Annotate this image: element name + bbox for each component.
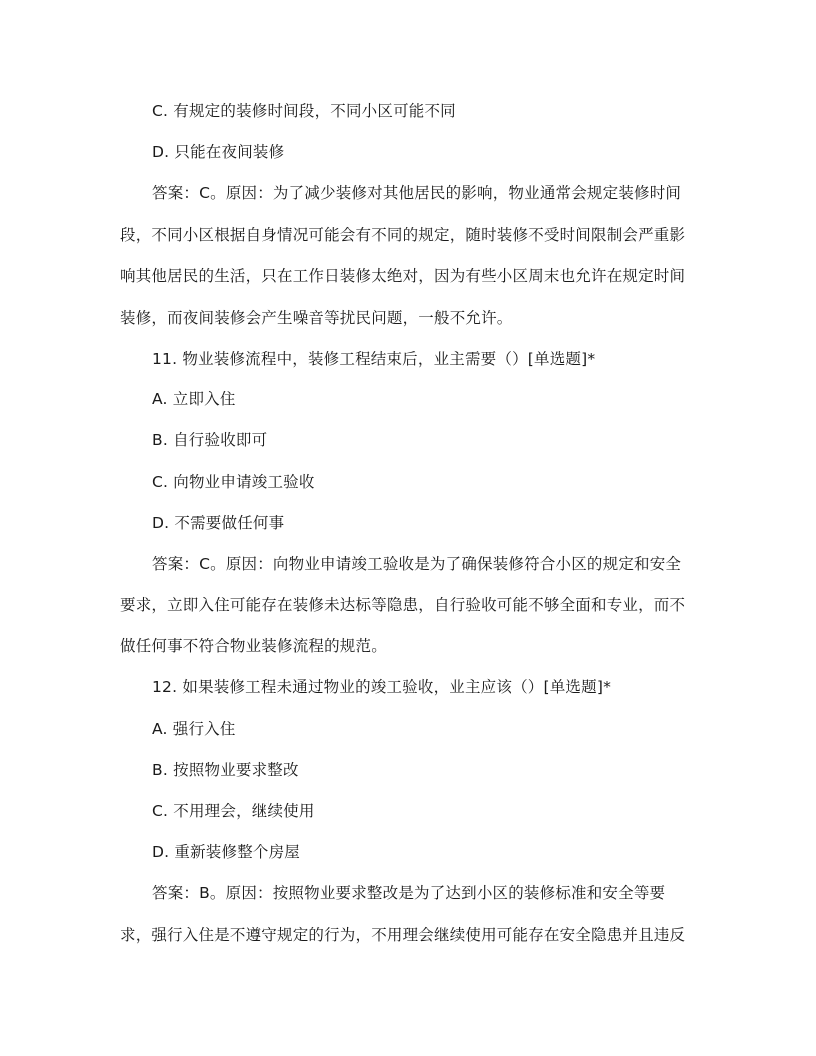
option-text: A. 立即入住	[152, 390, 236, 408]
option-text: C. 有规定的装修时间段，不同小区可能不同	[152, 102, 456, 120]
option-text: D. 不需要做任何事	[152, 514, 285, 532]
option-text: B. 自行验收即可	[152, 431, 268, 449]
option-text: D. 只能在夜间装修	[152, 143, 285, 161]
option-text: D. 重新装修整个房屋	[152, 843, 300, 861]
answer-paragraph-line: 做任何事不符合物业装修流程的规范。	[120, 637, 387, 655]
question-title: 11. 物业装修流程中，装修工程结束后，业主需要（）[单选题]*	[152, 350, 596, 368]
question-title: 12. 如果装修工程未通过物业的竣工验收，业主应该（）[单选题]*	[152, 678, 612, 696]
answer-paragraph-line: 响其他居民的生活，只在工作日装修太绝对，因为有些小区周末也允许在规定时间	[120, 267, 686, 285]
answer-paragraph-line: 求，强行入住是不遵守规定的行为，不用理会继续使用可能存在安全隐患并且违反	[120, 926, 686, 944]
answer-paragraph-line: 答案：C。原因：为了减少装修对其他居民的影响，物业通常会规定装修时间	[152, 184, 682, 202]
option-text: C. 不用理会，继续使用	[152, 802, 315, 820]
answer-paragraph-line: 答案：B。原因：按照物业要求整改是为了达到小区的装修标准和安全等要	[152, 884, 666, 902]
answer-paragraph-line: 答案：C。原因：向物业申请竣工验收是为了确保装修符合小区的规定和安全	[152, 555, 682, 573]
option-text: A. 强行入住	[152, 720, 236, 738]
answer-paragraph-line: 装修，而夜间装修会产生噪音等扰民问题，一般不允许。	[120, 309, 513, 327]
answer-paragraph-line: 要求，立即入住可能存在装修未达标等隐患，自行验收可能不够全面和专业，而不	[120, 596, 686, 614]
answer-paragraph-line: 段，不同小区根据自身情况可能会有不同的规定，随时装修不受时间限制会严重影	[120, 226, 686, 244]
option-text: B. 按照物业要求整改	[152, 761, 299, 779]
option-text: C. 向物业申请竣工验收	[152, 473, 315, 491]
